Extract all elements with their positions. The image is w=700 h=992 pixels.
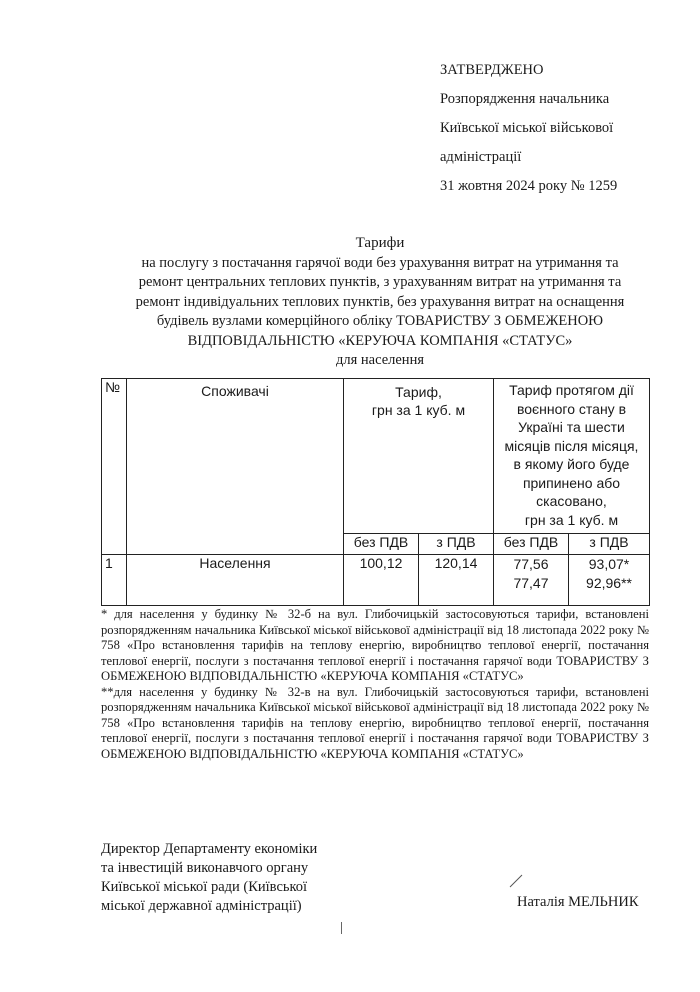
footnote-double-star: **для населення у будинку № 32-в на вул. Глибочицькій застосовуються тарифи, встановлені розпорядженням начальника Київської міської військової адміністрації від 18 листопада 2022 року № 758 «Про встановлення тарифів на теплову енергію, виробництво теплової енергії, постачання теплової енергії, послуги з постачання теплової енергії і постачання гарячої води ТОВАРИСТВУ З ОБМЕЖЕНОЮ ВІДПОВІДАЛЬНІСТЮ «КЕРУЮЧА КОМПАНІЯ «СТАТУС» [101,684,649,761]
page-title: Тарифи [355,235,405,251]
header-war-no-vat: без ПДВ [494,534,569,555]
document-title [95,234,665,371]
header-no-vat: без ПДВ [344,534,419,555]
row-tariff-with-vat: 120,14 [419,555,494,606]
footnote-single-star: * для населення у будинку № 32-б на вул. Глибочицькій застосовуються тарифи, встановлені розпорядженням начальника Київської міської військової адміністрації від 18 листопада 2022 року № 758 «Про встановлення тарифів на теплову енергію, виробництво теплової енергії, постачання теплової енергії, послуги з постачання теплової енергії і постачання гарячої води ТОВАРИСТВУ З ОБМЕЖЕНОЮ ВІДПОВІДАЛЬНІСТЮ «КЕРУЮЧА КОМПАНІЯ «СТАТУС» [101,607,649,683]
row-war-no-vat [494,555,569,606]
header-war-tariff [494,379,650,534]
header-war-line: скасовано, [536,493,607,509]
row-no: 1 [102,555,127,606]
header-war-line: місяців після місяця, [504,437,639,454]
header-war-line: Україні та шести [518,419,625,435]
table-row [102,555,650,606]
title-subtitle: для населення [335,352,424,368]
approval-line: Розпорядження начальника [440,91,610,107]
footnotes [101,607,649,762]
header-war-line: воєнного стану в [516,400,627,417]
war-no-vat-value: 77,56 [513,556,549,572]
war-no-vat-value: 77,47 [513,575,549,591]
title-line: будівель вузлами комерційного обліку ТОВАРИСТВУ З ОБМЕЖЕНОЮ [156,313,604,329]
header-war-line: припинено або [522,474,621,491]
row-war-with-vat [569,555,650,606]
header-war-with-vat: з ПДВ [569,534,650,555]
header-tariff [344,379,494,534]
signature-mark-icon [508,873,524,889]
title-line: на послугу з постачання гарячої води без урахування витрат на утримання та [141,254,619,271]
title-line: ВІДПОВІДАЛЬНІСТЮ «КЕРУЮЧА КОМПАНІЯ «СТАТУС» [187,332,573,349]
signatory-line: та інвестицій виконавчого органу [101,860,309,876]
approval-date-number: 31 жовтня 2024 року № 1259 [440,178,618,194]
signatory-line: міської державної адміністрації) [101,898,302,914]
header-tariff-line: Тариф, [395,384,442,400]
header-war-line: Тариф протягом дії [509,382,634,398]
title-line: ремонт центральних теплових пунктів, з урахуванням витрат на утримання та [138,274,622,290]
title-line: ремонт індивідуальних теплових пунктів, без урахування витрат на оснащення [135,293,625,310]
header-no: № [102,379,127,555]
header-war-line: в якому його буде [513,456,630,472]
scan-tick-mark [341,922,342,934]
approval-stamp [440,56,680,201]
row-consumer: Населення [127,555,344,606]
header-consumers-label: Споживачі [201,383,269,399]
approval-line: адміністрації [440,149,522,165]
signatory-title [101,840,401,916]
signatory-line: Директор Департаменту економіки [101,841,318,857]
row-tariff-no-vat: 100,12 [344,555,419,606]
tariff-table [101,378,650,606]
approval-line: Київської міської військової [440,120,614,136]
war-with-vat-value: 93,07* [588,556,630,572]
header-tariff-line: грн за 1 куб. м [371,402,466,418]
header-war-line: грн за 1 куб. м [524,511,619,528]
signatory-line: Київської міської ради (Київської [101,879,308,895]
table-header-row [102,379,650,534]
signatory-name: Наталія МЕЛЬНИК [517,894,639,910]
header-consumers [127,379,344,555]
approval-heading: ЗАТВЕРДЖЕНО [440,62,544,78]
header-with-vat: з ПДВ [419,534,494,555]
war-with-vat-value: 92,96** [586,575,632,591]
